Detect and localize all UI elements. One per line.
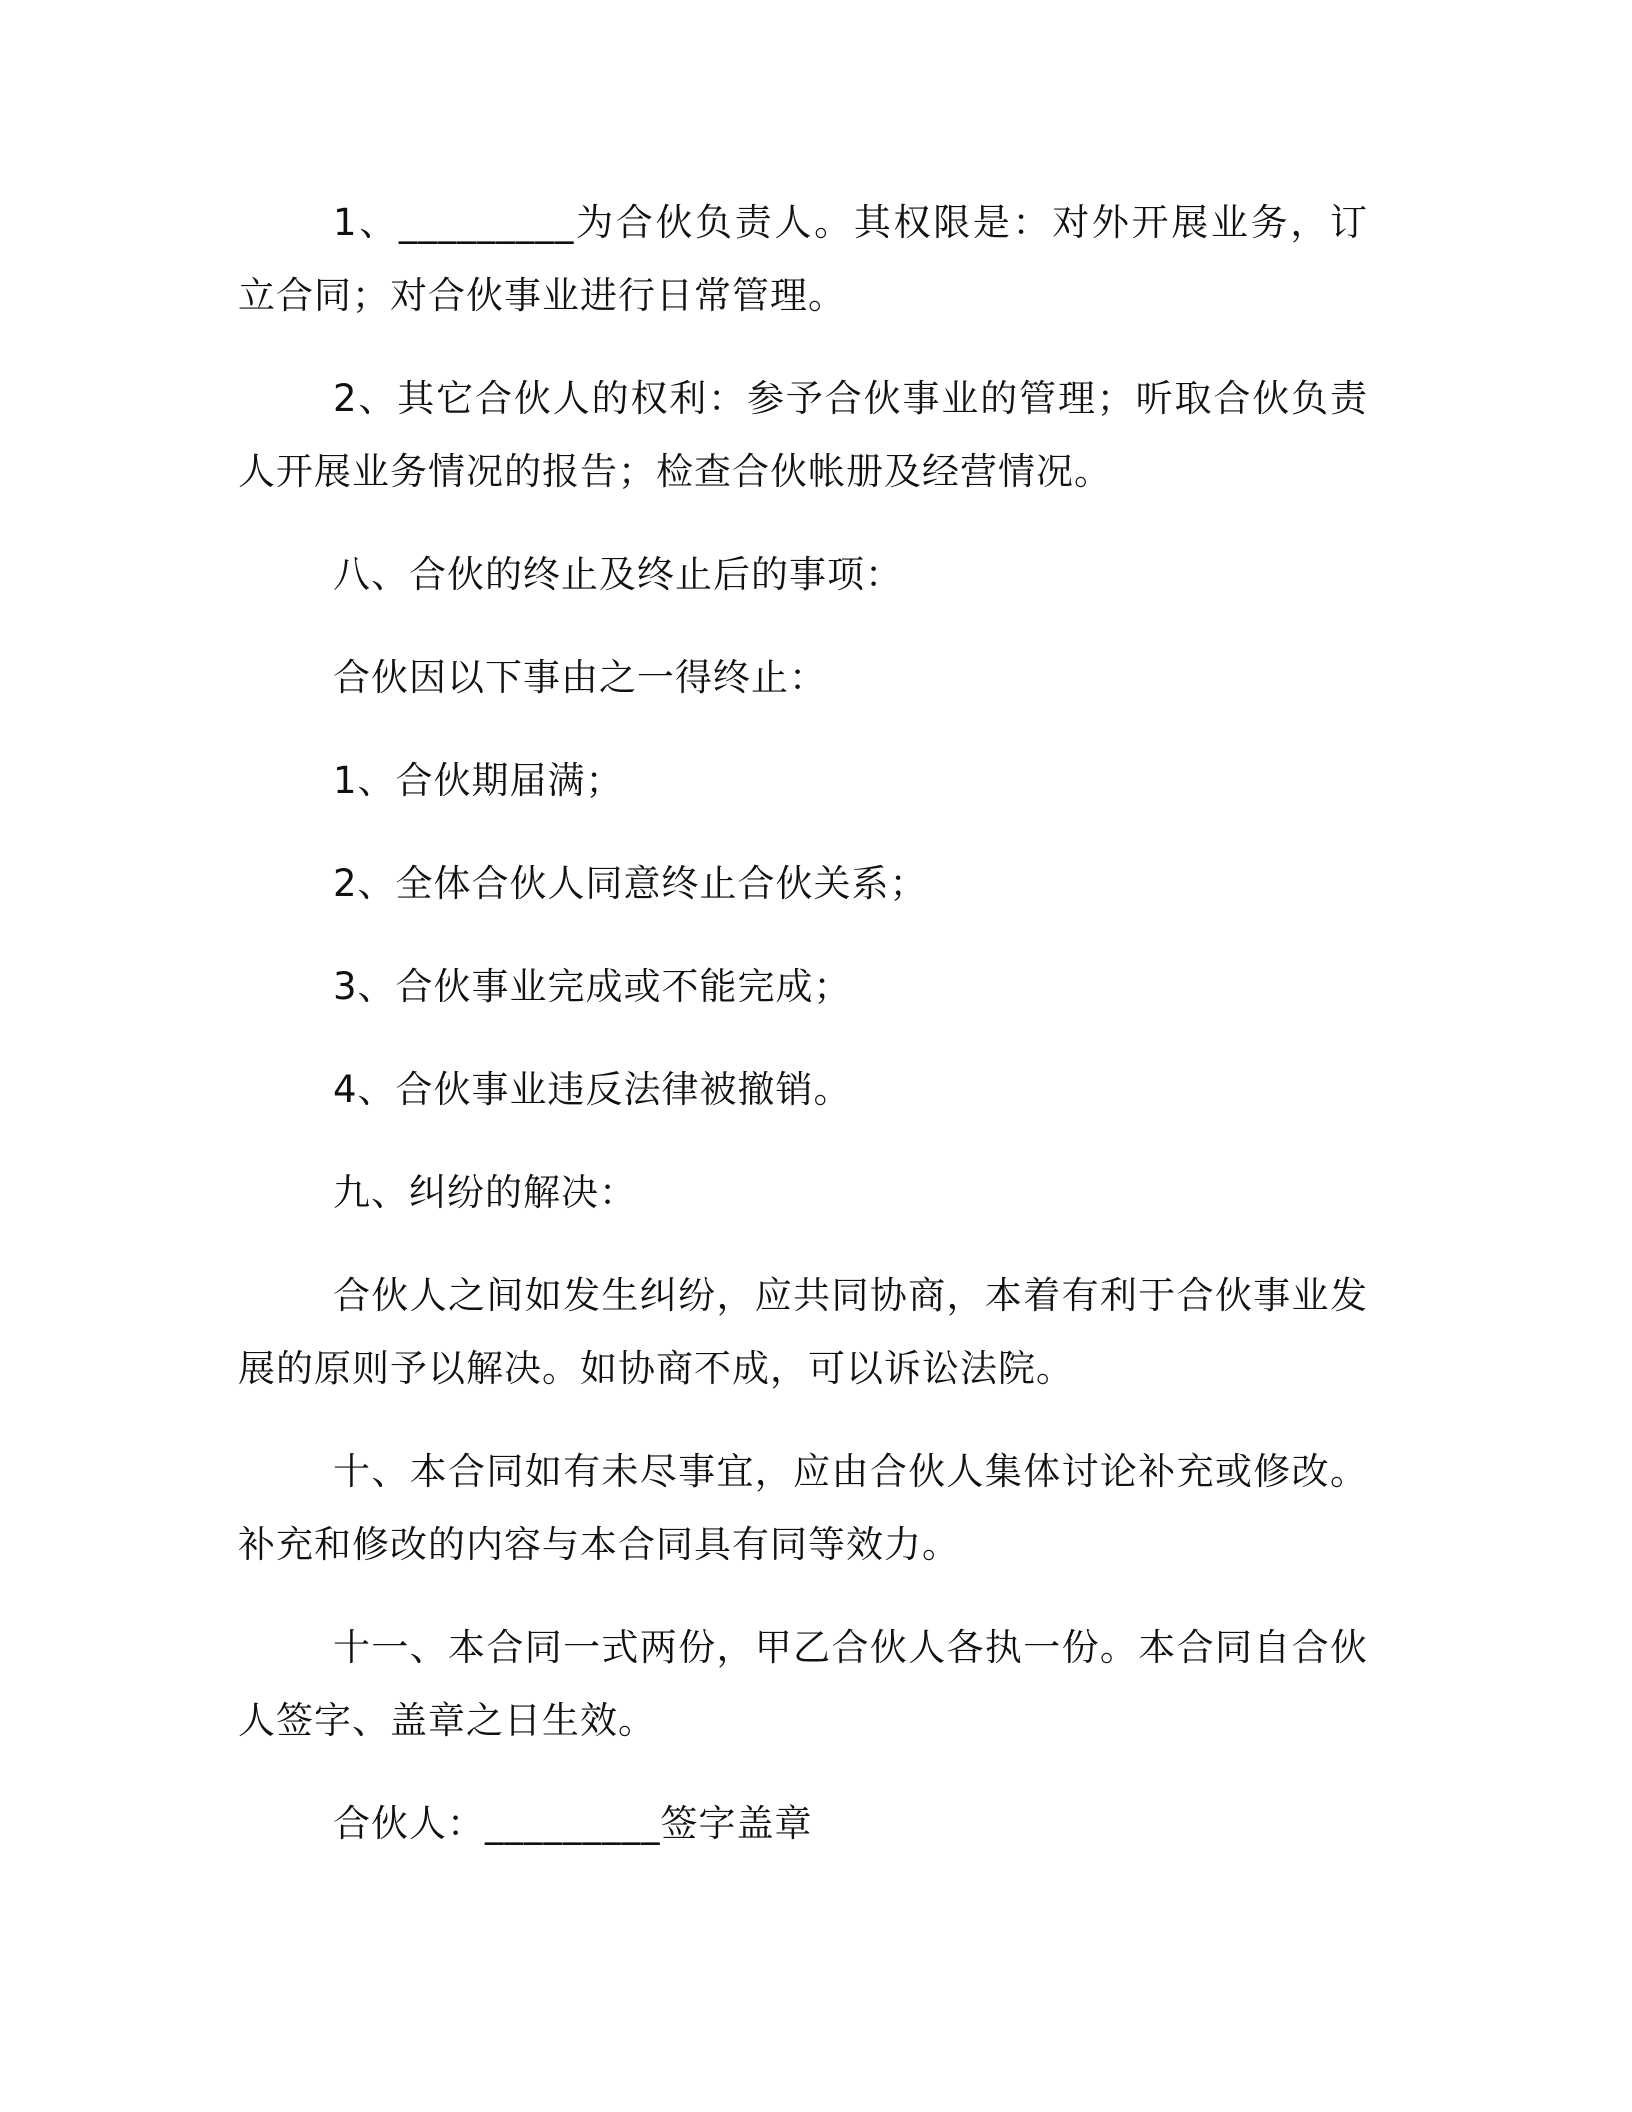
section-heading-disputes: 九、纠纷的解决： (333, 1171, 637, 1214)
list-item-business-complete: 3、合伙事业完成或不能完成； (333, 965, 852, 1008)
list-item-revoked: 4、合伙事业违反法律被撤销。 (333, 1068, 852, 1111)
list-item-term-expired: 1、合伙期届满； (333, 759, 624, 802)
list-item-all-agree: 2、全体合伙人同意终止合伙关系； (333, 862, 928, 905)
paragraph-supplement: 十、本合同如有未尽事宜，应由合伙人集体讨论补充或修改。补充和修改的内容与本合同具有同等效力。 (238, 1450, 1368, 1566)
document-body (238, 186, 1368, 1890)
section-heading-termination: 八、合伙的终止及终止后的事项： (333, 553, 903, 596)
paragraph-copies-effective: 十一、本合同一式两份，甲乙合伙人各执一份。本合同自合伙人签字、盖章之日生效。 (238, 1626, 1368, 1742)
signature-line: 合伙人：_________签字盖章 (333, 1802, 813, 1845)
paragraph-partner-leader: 1、_________为合伙负责人。其权限是：对外开展业务，订立合同；对合伙事业进行日常管理。 (238, 201, 1368, 317)
paragraph-dispute-resolution: 合伙人之间如发生纠纷，应共同协商，本着有利于合伙事业发展的原则予以解决。如协商不成，可以诉讼法院。 (238, 1274, 1368, 1390)
paragraph-termination-intro: 合伙因以下事由之一得终止： (333, 656, 827, 699)
paragraph-other-partners-rights: 2、其它合伙人的权利：参予合伙事业的管理；听取合伙负责人开展业务情况的报告；检查合伙帐册及经营情况。 (238, 377, 1368, 493)
